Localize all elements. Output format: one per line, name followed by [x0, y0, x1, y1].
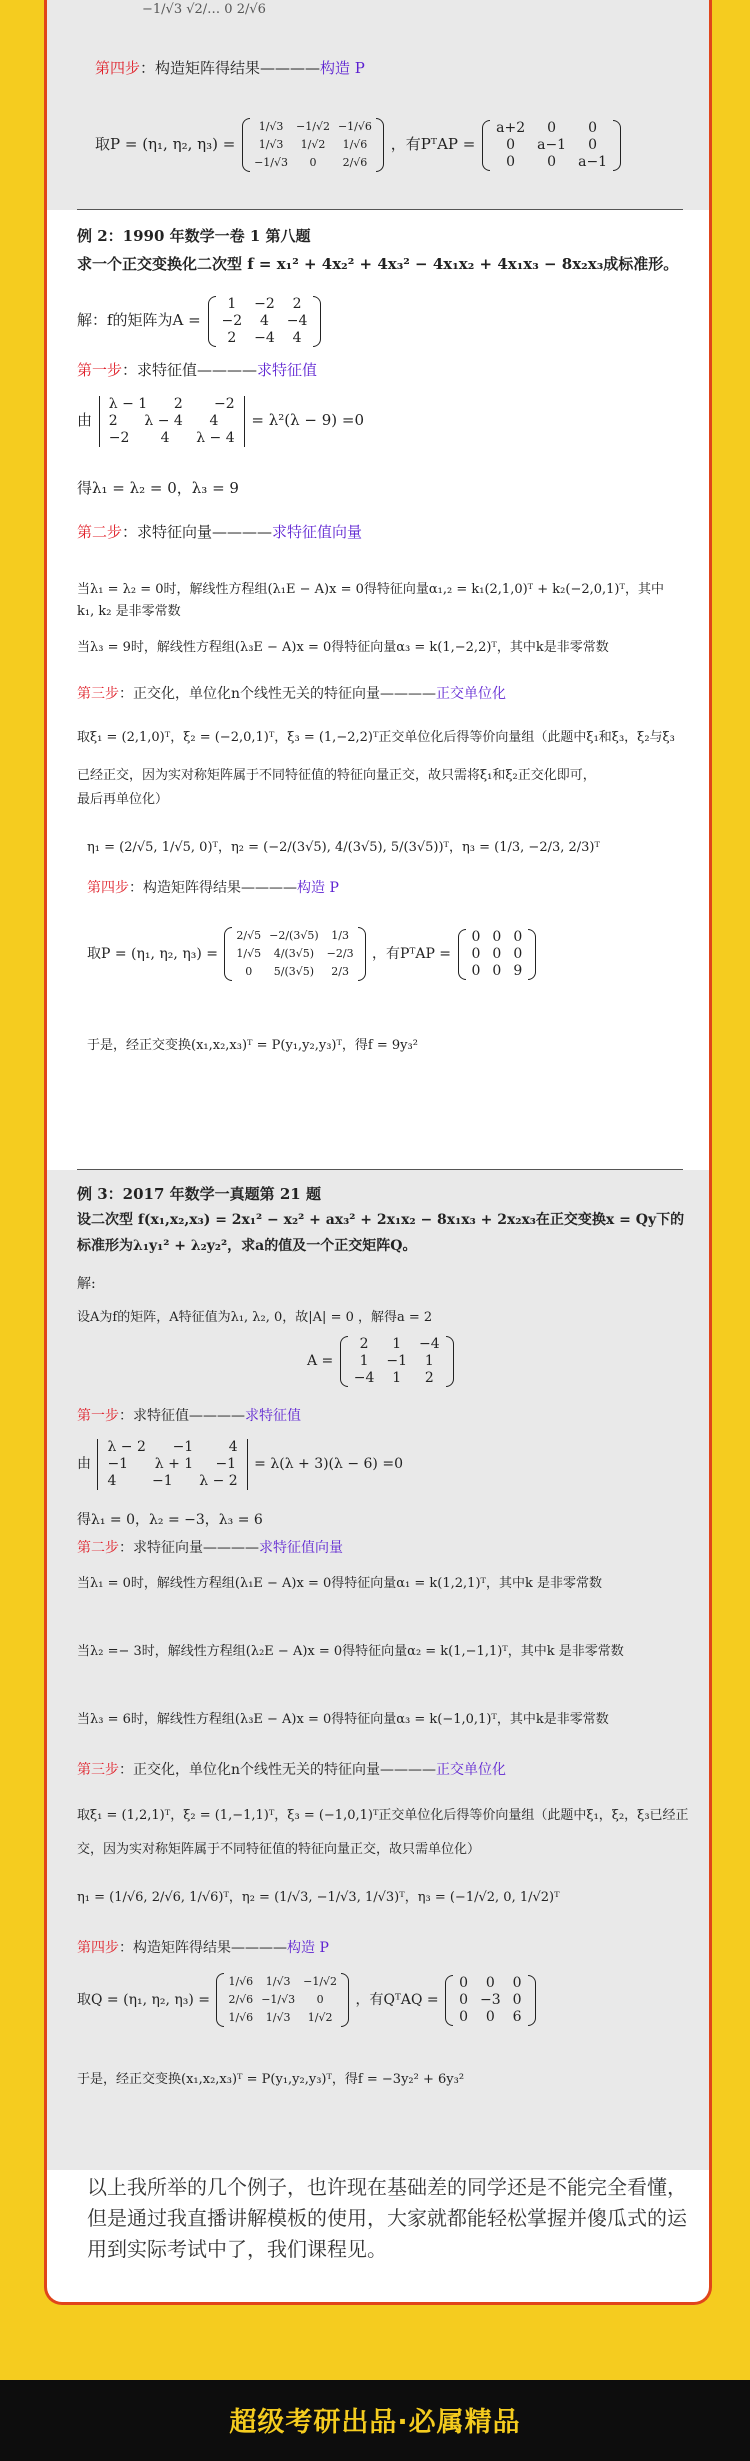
step-link: 求特征值向量: [259, 1540, 343, 1556]
step-text: ：正交化，单位化n个线性无关的特征向量————: [119, 686, 437, 702]
step-link: 求特征值: [257, 361, 318, 379]
step-link: 构造 P: [297, 880, 339, 896]
matrix-cell: 0: [459, 1974, 469, 1991]
determinant-row: λ − 1 2 −2: [108, 395, 235, 412]
ex3-case3: 当λ₃ = 6时，解线性方程组(λ₃E − A)x = 0得特征向量α₃ = k(−1,0,1)ᵀ，其中k是非零常数: [77, 1712, 609, 1727]
matrix-a: [340, 1336, 454, 1387]
ex2-take-xi: 取ξ₁ = (2,1,0)ᵀ，ξ₂ = (−2,0,1)ᵀ，ξ₃ = (1,−2,2)ᵀ正交单位化后得等价向量组（此题中ξ₁和ξ₃，ξ₂与ξ₃: [77, 730, 675, 745]
ex2-eta-line: η₁ = (2/√5, 1/√5, 0)ᵀ，η₂ = (−2/(3√5), 4/(3√5), 5/(3√5))ᵀ，η₃ = (1/3, −2/3, 2/3)ᵀ: [87, 840, 600, 855]
ex2-problem: 求一个正交变换化二次型 f = x₁² + 4x₂² + 4x₃² − 4x₁x₂ + 4x₁x₃ − 8x₂x₃成标准形。: [77, 255, 679, 273]
ex3-eta-line: η₁ = (1/√6, 2/√6, 1/√6)ᵀ，η₂ = (1/√3, −1/√3, 1/√3)ᵀ，η₃ = (−1/√2, 0, 1/√2)ᵀ: [77, 1890, 560, 1905]
step-link: 求特征值: [245, 1408, 301, 1424]
matrix-cell: 1: [392, 1335, 402, 1352]
footer-banner: [0, 2380, 750, 2461]
ex2-step2: [77, 522, 362, 542]
matrix-cell: 1: [227, 295, 237, 312]
step-label: 第四步: [87, 880, 129, 896]
example-2: [47, 210, 709, 1170]
ex3-solution-label: 解:: [77, 1276, 96, 1292]
matrix-cell: 2: [292, 295, 302, 312]
ex3-step2: [77, 1538, 343, 1558]
matrix-cell: −4: [353, 1369, 375, 1386]
content-card: [44, 0, 712, 2305]
step-label: 第一步: [77, 1408, 119, 1424]
step-link: 构造 P: [287, 1940, 329, 1956]
ex3-step3: [77, 1760, 506, 1780]
ex2-determinant: [77, 390, 364, 450]
matrix-cell: 0: [506, 153, 516, 170]
ex3-q-equation: [77, 1960, 538, 2040]
step-text: ：正交化，单位化n个线性无关的特征向量————: [119, 1762, 437, 1778]
matrix-q: 1/√6 1/√3 −1/√2 2/√6 −1/√3 0 1/√6 1/√3 1/√2: [216, 1973, 349, 2027]
matrix-cell: 0: [506, 136, 516, 153]
ex3-case2: 当λ₂ =− 3时，解线性方程组(λ₂E − A)x = 0得特征向量α₂ = k(1,−1,1)ᵀ，其中k 是非零常数: [77, 1644, 624, 1659]
step-link: 正交单位化: [436, 686, 507, 702]
matrix-cell: a−1: [578, 153, 608, 170]
step-link: 构造 P: [320, 59, 365, 77]
ex3-step4: [77, 1938, 329, 1958]
step-text: ：构造矩阵得结果————: [129, 880, 297, 896]
ex2-p-equation: [87, 906, 538, 1002]
ex1-step4: [95, 58, 365, 78]
ex2-matrix-a-line: [77, 292, 323, 348]
footer-slogan: 超级考研出品·必属精品: [229, 2407, 521, 2438]
det-prefix: 由: [77, 411, 93, 429]
matrix-cell: −4: [286, 312, 308, 329]
qtaq-text: ，有QᵀAQ =: [355, 1992, 439, 2008]
ex3-case1: 当λ₁ = 0时，解线性方程组(λ₁E − A)x = 0得特征向量α₁ = k(1,2,1)ᵀ，其中k 是非零常数: [77, 1576, 602, 1591]
ex3-matrix-a-line: [307, 1332, 456, 1390]
matrix-cell: 0: [547, 153, 557, 170]
determinant-row: −2 4 λ − 4: [108, 429, 235, 446]
step-text: ：求特征值————: [119, 1408, 245, 1424]
ex2-case2: 当λ₃ = 9时，解线性方程组(λ₃E − A)x = 0得特征向量α₃ = k(1,−2,2)ᵀ，其中k是非零常数: [77, 640, 609, 655]
matrix-p: 2/√5 −2/(3√5) 1/3 1/√5 4/(3√5) −2/3 0 5/(3√5) 2/3: [224, 927, 365, 981]
matrix-cell: a+2: [496, 119, 526, 136]
ex2-take-xi3: 最后再单位化）: [77, 792, 169, 807]
step-text: ：求特征值————: [122, 361, 258, 379]
matrix-cell: 1: [424, 1352, 434, 1369]
step-link: 正交单位化: [436, 1762, 507, 1778]
closing-paragraph: 以上我所举的几个例子，也许现在基础差的同学还是不能完全看懂，但是通过我直播讲解模板的使用，大家就都能轻松掌握并傻瓜式的运用到实际考试中了，我们课程见。: [87, 2175, 687, 2261]
matrix-cell: 0: [512, 1991, 522, 2008]
matrix-cell: 0: [459, 2008, 469, 2025]
matrix-cell: 0: [547, 119, 557, 136]
step-text: ：求特征向量————: [119, 1540, 259, 1556]
matrix-cell: 0: [512, 1974, 522, 1991]
take-p-text: 取P = (η₁, η₂, η₃) =: [95, 135, 236, 153]
det-result: = λ(λ + 3)(λ − 6) =0: [254, 1456, 403, 1472]
matrix-cell: −4: [254, 329, 275, 346]
matrix-cell: −2: [254, 295, 275, 312]
det-matrix: [99, 396, 245, 447]
matrix-cell: 2: [359, 1335, 369, 1352]
ex3-eigenvalues: 得λ₁ = 0，λ₂ = −3，λ₃ = 6: [77, 1512, 263, 1528]
matrix-cell: 0: [588, 119, 598, 136]
ex2-step4: [87, 878, 339, 898]
ex3-step1: [77, 1406, 301, 1426]
matrix-cell: −2: [221, 312, 243, 329]
step-label: 第三步: [77, 686, 119, 702]
step-text: ：求特征向量————: [122, 523, 273, 541]
matrix-a: [208, 296, 322, 347]
matrix-cell: −1: [386, 1352, 408, 1369]
determinant-row: 4 −1 λ − 2: [107, 1472, 238, 1489]
step-link: 求特征值向量: [272, 523, 363, 541]
matrix-cell: 0: [485, 2008, 495, 2025]
det-result: = λ²(λ − 9) =0: [251, 411, 364, 429]
step-label: 第四步: [95, 59, 141, 77]
ex2-case1b: k₁, k₂ 是非零常数: [77, 604, 181, 619]
ex3-title: 例 3：2017 年数学一真题第 21 题: [77, 1185, 321, 1203]
example-3: [47, 1170, 709, 2170]
determinant-row: λ − 2 −1 4: [107, 1438, 238, 1455]
matrix-cell: −3: [480, 1991, 501, 2008]
ex3-conclusion: 于是，经正交变换(x₁,x₂,x₃)ᵀ = P(y₁,y₂,y₃)ᵀ，得f = −3y₂² + 6y₃²: [77, 2072, 465, 2087]
step-label: 第三步: [77, 1762, 119, 1778]
ex3-problem2: 标准形为λ₁y₁² + λ₂y₂²，求a的值及一个正交矩阵Q。: [77, 1238, 417, 1254]
example-1-tail: [47, 0, 709, 210]
ex2-eigenvalues: 得λ₁ = λ₂ = 0，λ₃ = 9: [77, 479, 239, 497]
a-label: A =: [307, 1353, 334, 1369]
ex2-take-xi2: 已经正交，因为实对称矩阵属于不同特征值的特征向量正交，故只需将ξ₁和ξ₂正交化即可，: [77, 768, 596, 783]
matrix-cell: 1: [359, 1352, 369, 1369]
matrix-cell: −4: [419, 1335, 440, 1352]
ex3-take-xi: 取ξ₁ = (1,2,1)ᵀ，ξ₂ = (1,−1,1)ᵀ，ξ₃ = (−1,0,1)ᵀ正交单位化后得等价向量组（此题中ξ₁，ξ₂，ξ₃已经正: [77, 1808, 689, 1823]
take-q-text: 取Q = (η₁, η₂, η₃) =: [77, 1992, 211, 2008]
matrix-cell: 0: [485, 1974, 495, 1991]
step-text: ：构造矩阵得结果————: [140, 59, 321, 77]
matrix-cell: 4: [292, 329, 302, 346]
step-label: 第一步: [77, 361, 123, 379]
cropped-vector-fragment: −1/√3 √2/… 0 2/√6: [142, 2, 266, 17]
ptap-text: ，有PᵀAP =: [372, 946, 452, 962]
det-prefix: 由: [77, 1456, 91, 1472]
step-label: 第四步: [77, 1940, 119, 1956]
sol-prefix: 解：f的矩阵为A =: [77, 311, 201, 329]
ex2-case1: 当λ₁ = λ₂ = 0时，解线性方程组(λ₁E − A)x = 0得特征向量α₁,₂ = k₁(2,1,0)ᵀ + k₂(−2,0,1)ᵀ，其中: [77, 582, 664, 597]
matrix-cell: a−1: [537, 136, 567, 153]
ex2-step1: [77, 360, 317, 380]
result-matrix: 0 0 0 0 0 0 0 0 9: [458, 929, 537, 980]
det-matrix: [97, 1439, 247, 1490]
matrix-cell: 0: [588, 136, 598, 153]
ex1-p-equation: [95, 96, 623, 192]
determinant-row: −1 λ + 1 −1: [107, 1455, 237, 1472]
determinant-row: 2 λ − 4 4: [108, 412, 219, 429]
step-label: 第二步: [77, 523, 123, 541]
matrix-cell: 0: [459, 1991, 469, 2008]
ex3-setup: 设A为f的矩阵，A特征值为λ₁, λ₂, 0，故|A| = 0 ，解得a = 2: [77, 1310, 433, 1325]
ex3-problem1: 设二次型 f(x₁,x₂,x₃) = 2x₁² − x₂² + ax₃² + 2x₁x₂ − 8x₁x₃ + 2x₂x₃在正交变换x = Qy下的: [77, 1212, 685, 1228]
ex3-determinant: [77, 1434, 403, 1494]
result-matrix: [482, 120, 621, 171]
step-label: 第二步: [77, 1540, 119, 1556]
matrix-cell: 4: [260, 312, 269, 329]
step-text: ：构造矩阵得结果————: [119, 1940, 287, 1956]
result-matrix: [445, 1975, 535, 2026]
ptap-text: ，有PᵀAP =: [390, 135, 476, 153]
matrix-p: 1/√3 −1/√2 −1/√6 1/√3 1/√2 1/√6 −1/√3 0 2/√6: [242, 118, 384, 172]
matrix-cell: 6: [512, 2008, 522, 2025]
ex2-conclusion: 于是，经正交变换(x₁,x₂,x₃)ᵀ = P(y₁,y₂,y₃)ᵀ，得f = 9y₃²: [87, 1038, 418, 1053]
matrix-cell: 2: [424, 1369, 434, 1386]
take-p-text: 取P = (η₁, η₂, η₃) =: [87, 946, 218, 962]
ex2-step3: [77, 684, 506, 704]
ex3-take-xi2: 交，因为实对称矩阵属于不同特征值的特征向量正交，故只需单位化）: [77, 1842, 481, 1857]
matrix-cell: 1: [392, 1369, 402, 1386]
ex2-title: 例 2：1990 年数学一卷 1 第八题: [77, 227, 311, 245]
matrix-cell: 2: [227, 329, 237, 346]
